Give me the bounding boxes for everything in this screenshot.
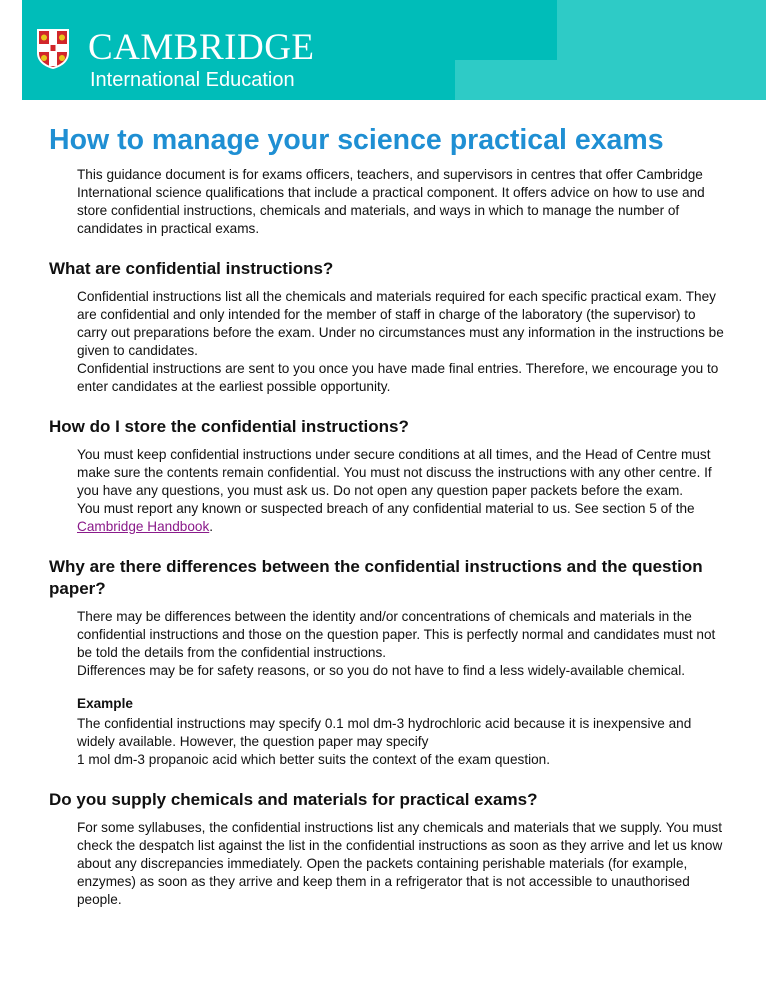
paragraph: There may be differences between the identity and/or concentrations of chemicals and materials in the confidential instructions and those on the question paper. This is perfectly normal and candidates must not be told the details from the confidential instructions. <box>77 609 716 660</box>
paragraph-text: You must report any known or suspected breach of any confidential material to us. See section 5 of the <box>77 501 695 516</box>
paragraph: Confidential instructions are sent to you once you have made final entries. Therefore, we encourage you to enter candidates at the earliest possible opportunity. <box>77 361 719 394</box>
example-text: The confidential instructions may specify 0.1 mol dm-3 hydrochloric acid because it is inexpensive and widely available. However, the question paper may specify <box>77 716 692 749</box>
header-banner <box>22 0 766 100</box>
section-heading: How do I store the confidential instructions? <box>49 417 409 436</box>
cambridge-handbook-link[interactable]: Cambridge Handbook <box>77 519 210 534</box>
example-text: 1 mol dm-3 propanoic acid which better suits the context of the exam question. <box>77 752 551 767</box>
brand-logo-text: CAMBRIDGE <box>88 27 315 68</box>
punctuation: . <box>209 519 214 534</box>
paragraph: Confidential instructions list all the chemicals and materials required for each specific practical exam. They are confidential and only intended for the member of staff in charge of the laboratory (the supervisor) to carry out preparations before the exam. Under no circumstances must any information in the instructions be given to candidates. <box>77 289 724 358</box>
paragraph: You must keep confidential instructions under secure conditions at all times, and the Head of Centre must make sure the contents remain confidential. You must not discuss the instructions with any other centre. If you have any questions, you must ask us. Do not open any question paper packets before the exam. <box>77 447 712 498</box>
intro-paragraph: This guidance document is for exams officers, teachers, and supervisors in centres that offer Cambridge International science qualifications that include a practical component. It offers advice on how to use and store confidential instructions, chemicals and materials, and ways in which to manage the number of candidates in practical exams. <box>77 167 705 236</box>
brand-subtitle: International Education <box>90 69 295 91</box>
paragraph: For some syllabuses, the confidential instructions list any chemicals and materials that we supply. You must check the despatch list against the list in the confidential instructions as soon as they arrive and let us know about any discrepancies immediately. Open the packets containing perishable materials (for example, enzymes) as soon as they arrive and keep them in a refrigerator that is not accessible to unauthorised people. <box>77 820 723 907</box>
cambridge-shield-icon <box>36 28 70 70</box>
section-heading: Why are there differences between the confidential instructions and the question paper? <box>49 557 703 598</box>
paragraph: Differences may be for safety reasons, or so you do not have to find a less widely-available chemical. <box>77 663 686 678</box>
document-body <box>49 166 729 909</box>
section-heading: What are confidential instructions? <box>49 259 334 278</box>
banner-accent <box>455 60 766 100</box>
paragraph <box>77 500 729 536</box>
banner-accent <box>557 0 766 60</box>
section-heading: Do you supply chemicals and materials for practical exams? <box>49 790 538 809</box>
page-title: How to manage your science practical exams <box>49 124 664 156</box>
example-heading: Example <box>77 696 133 711</box>
